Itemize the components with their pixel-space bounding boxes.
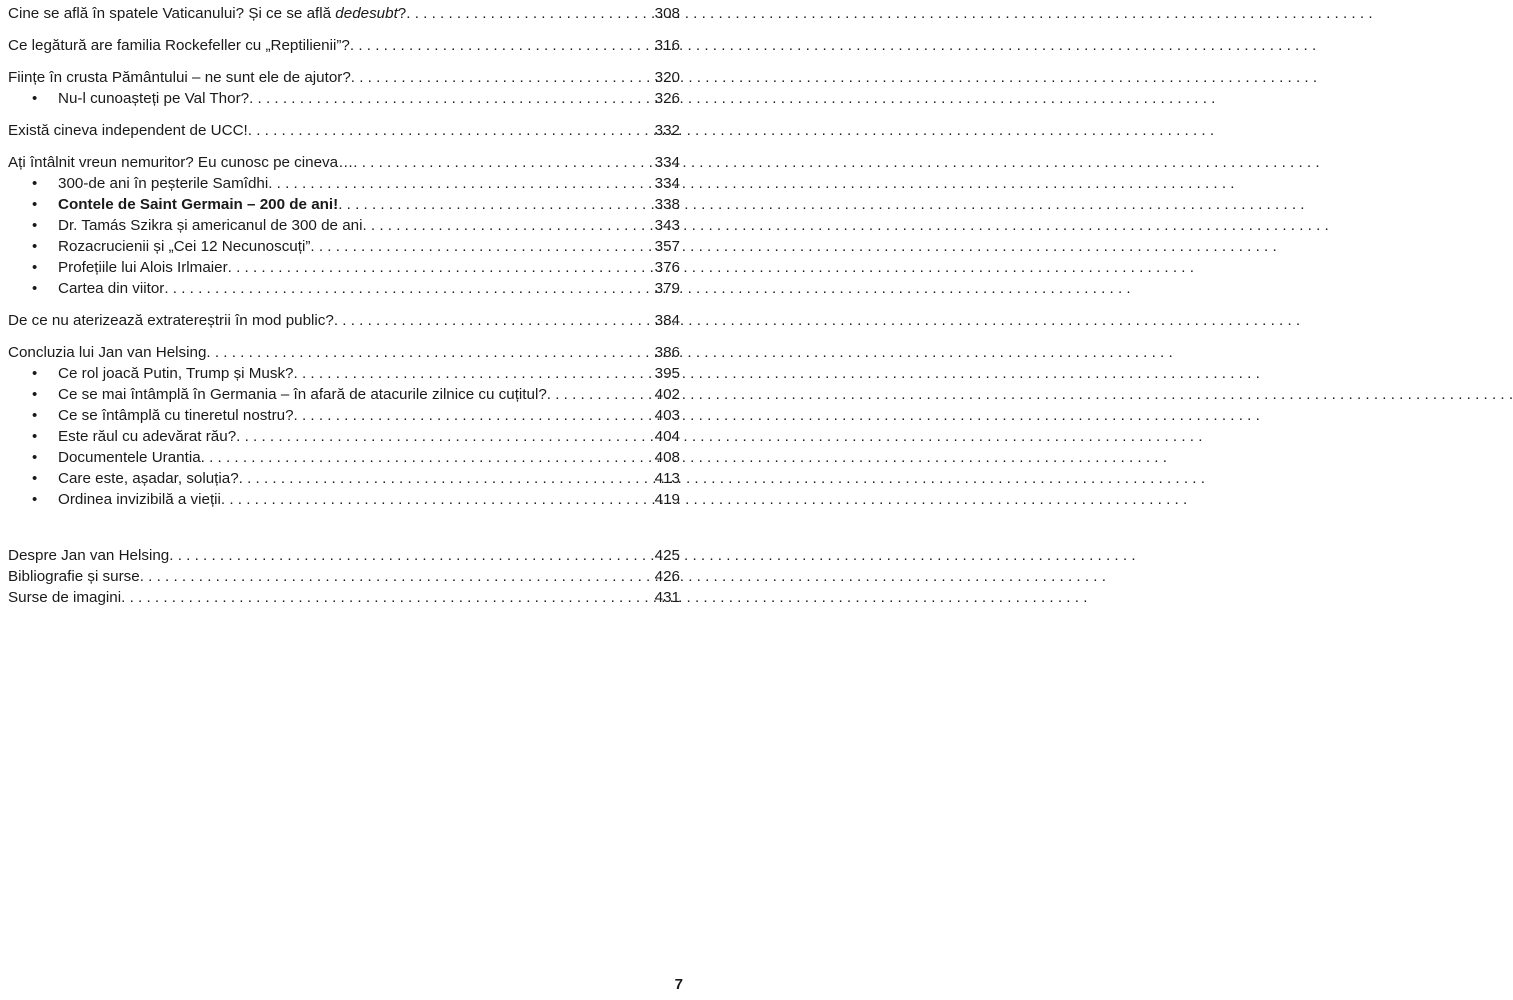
dot-leader	[206, 342, 652, 363]
toc-subentry-title: Dr. Tamás Szikra și americanul de 300 de ani	[58, 217, 363, 234]
toc-entry-title: Cine se află în spatele Vaticanului? Și ce se află dedesubt?	[8, 5, 407, 22]
toc-subentry[interactable]	[8, 88, 680, 109]
toc-entry-page: 308	[654, 5, 680, 22]
toc-subentry-page: 413	[654, 470, 680, 487]
dot-leader	[239, 468, 653, 489]
toc-entry[interactable]	[8, 120, 680, 141]
toc-subentry-title: Ce se întâmplă cu tineretul nostru?	[58, 407, 294, 424]
toc-backmatter-entry[interactable]	[8, 587, 680, 608]
toc-subentry-page: 326	[654, 90, 680, 107]
toc-entry-title: Concluzia lui Jan van Helsing	[8, 344, 207, 361]
toc-entry-page: 426	[654, 568, 680, 585]
dot-leader	[248, 120, 653, 141]
toc-entry-title: Există cineva independent de UCC!	[8, 122, 248, 139]
bullet-icon: •	[32, 428, 38, 445]
toc-entry-page: 431	[654, 589, 680, 606]
toc-entry[interactable]	[8, 342, 680, 363]
dot-leader	[406, 3, 652, 24]
dot-leader	[350, 35, 653, 56]
toc-entry[interactable]	[8, 35, 680, 56]
toc-subentry[interactable]	[8, 194, 680, 215]
toc-backmatter-entry[interactable]	[8, 545, 680, 566]
dot-leader	[140, 566, 653, 587]
toc-subentry-page: 404	[654, 428, 680, 445]
bullet-icon: •	[32, 175, 38, 192]
toc-subentry-page: 343	[654, 217, 680, 234]
toc-entry-title: De ce nu aterizează extratereștrii în mod public?	[8, 312, 334, 329]
dot-leader	[310, 236, 652, 257]
dot-leader	[228, 257, 653, 278]
dot-leader	[164, 278, 652, 299]
toc-subentry-title: Cartea din viitor	[58, 280, 165, 297]
toc-subentry-title: Profețiile lui Alois Irlmaier	[58, 259, 228, 276]
toc-subentry-title: Documentele Urantia	[58, 449, 201, 466]
dot-leader	[268, 173, 652, 194]
bullet-icon: •	[32, 365, 38, 382]
toc-entry-page: 316	[654, 37, 680, 54]
toc-entry-title-emphasis: dedesubt	[335, 5, 398, 22]
toc-entry-title: Ați întâlnit vreun nemuritor? Eu cunosc pe cineva…	[8, 154, 354, 171]
bullet-icon: •	[32, 196, 38, 213]
dot-leader	[221, 489, 653, 510]
dot-leader	[236, 426, 653, 447]
toc-subentry-page: 403	[654, 407, 680, 424]
dot-leader	[169, 545, 652, 566]
toc-subentry-page: 338	[654, 196, 680, 213]
toc-entry-page: 386	[654, 344, 680, 361]
toc-entry-page: 425	[654, 547, 680, 564]
toc-entry-page: 332	[654, 122, 680, 139]
toc-subentry-title: 300-de ani în peșterile Samîdhi	[58, 175, 269, 192]
dot-leader	[249, 88, 653, 109]
toc-subentry-title: Este răul cu adevărat rău?	[58, 428, 237, 445]
toc-subentry-title: Contele de Saint Germain – 200 de ani!	[58, 196, 339, 213]
dot-leader	[353, 152, 652, 173]
toc-entry-title: Ce legătură are familia Rockefeller cu „Reptilienii”?	[8, 37, 350, 54]
toc-subentry-page: 395	[654, 365, 680, 382]
bullet-icon: •	[32, 386, 38, 403]
toc-subentry[interactable]	[8, 489, 680, 510]
toc-subentry[interactable]	[8, 426, 680, 447]
table-of-contents	[8, 3, 680, 608]
toc-subentry-title: Ce se mai întâmplă în Germania – în afară de atacurile zilnice cu cuțitul?	[58, 386, 547, 403]
toc-backmatter-entry[interactable]	[8, 566, 680, 587]
bullet-icon: •	[32, 407, 38, 424]
page-number: 7	[674, 976, 683, 993]
bullet-icon: •	[32, 280, 38, 297]
dot-leader	[294, 405, 653, 426]
dot-leader	[201, 447, 653, 468]
toc-subentry[interactable]	[8, 236, 680, 257]
toc-subentry[interactable]	[8, 173, 680, 194]
toc-subentry[interactable]	[8, 405, 680, 426]
bullet-icon: •	[32, 491, 38, 508]
toc-subentry-title: Rozacrucienii și „Cei 12 Necunoscuți”	[58, 238, 311, 255]
toc-subentry-page: 334	[654, 175, 680, 192]
toc-subentry-page: 419	[654, 491, 680, 508]
toc-subentry[interactable]	[8, 384, 680, 405]
toc-entry-title: Ființe în crusta Pământului – ne sunt ele de ajutor?	[8, 69, 351, 86]
dot-leader	[334, 310, 653, 331]
toc-entry[interactable]	[8, 3, 680, 24]
dot-leader	[121, 587, 653, 608]
toc-subentry-page: 376	[654, 259, 680, 276]
toc-entry[interactable]	[8, 310, 680, 331]
toc-entry[interactable]	[8, 67, 680, 88]
toc-subentry-page: 402	[654, 386, 680, 403]
toc-subentry-page: 357	[654, 238, 680, 255]
dot-leader	[294, 363, 653, 384]
toc-subentry-title: Care este, așadar, soluția?	[58, 470, 239, 487]
toc-entry[interactable]	[8, 152, 680, 173]
dot-leader	[362, 215, 652, 236]
toc-entry-title: Bibliografie și surse	[8, 568, 140, 585]
toc-subentry[interactable]	[8, 278, 680, 299]
dot-leader	[547, 384, 653, 405]
toc-entry-page: 384	[654, 312, 680, 329]
bullet-icon: •	[32, 90, 38, 107]
toc-subentry[interactable]	[8, 363, 680, 384]
toc-entry-title: Despre Jan van Helsing	[8, 547, 170, 564]
toc-subentry[interactable]	[8, 215, 680, 236]
toc-subentry-page: 379	[654, 280, 680, 297]
toc-subentry-title: Ce rol joacă Putin, Trump și Musk?	[58, 365, 294, 382]
toc-subentry-title: Ordinea invizibilă a vieții	[58, 491, 221, 508]
dot-leader	[351, 67, 653, 88]
toc-subentry[interactable]	[8, 468, 680, 489]
toc-subentry[interactable]	[8, 257, 680, 278]
bullet-icon: •	[32, 238, 38, 255]
toc-entry-title: Surse de imagini	[8, 589, 122, 606]
toc-entry-page: 334	[654, 154, 680, 171]
bullet-icon: •	[32, 449, 38, 466]
toc-subentry-title: Nu-l cunoașteți pe Val Thor?	[58, 90, 250, 107]
bullet-icon: •	[32, 470, 38, 487]
toc-subentry-page: 408	[654, 449, 680, 466]
bullet-icon: •	[32, 217, 38, 234]
dot-leader	[338, 194, 652, 215]
bullet-icon: •	[32, 259, 38, 276]
toc-entry-page: 320	[654, 69, 680, 86]
toc-subentry[interactable]	[8, 447, 680, 468]
